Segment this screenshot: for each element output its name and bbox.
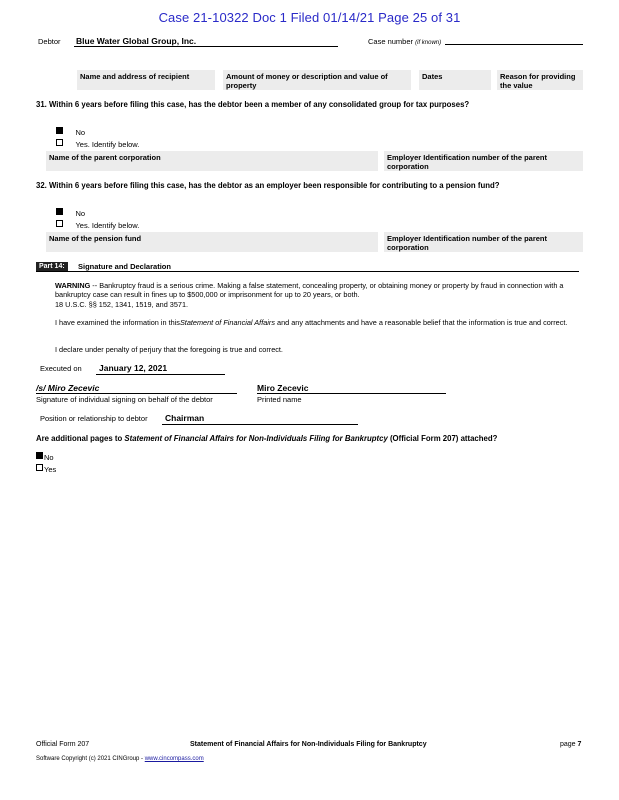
q32-option-no[interactable]: No [56,203,85,221]
printed-name-caption: Printed name [257,395,302,404]
q31-col-parent-corp: Name of the parent corporation [46,151,378,171]
question-32: 32. Within 6 years before filing this case, has the debtor as an employer been responsible for contributing to a pension fund? [36,181,500,190]
printed-name-field: Miro Zecevic [257,383,446,394]
footer-copyright: Software Copyright (c) 2021 CINGroup - www.cincompass.com [36,756,204,762]
warning-paragraph: WARNING -- Bankruptcy fraud is a serious crime. Making a false statement, concealing property, or obtaining money or property by fraud in connection with a bankruptcy case can result in fines up to $500,000 or imprisonment for up to 20 years, or both. 18 U.S.C. §§ 152, 1341, 1519, and 3571. [55,281,564,309]
q32-option-yes[interactable]: Yes. Identify below. [56,215,139,233]
checkbox[interactable] [56,220,63,227]
table-header-dates: Dates [419,70,491,90]
q31-option-yes[interactable]: Yes. Identify below. [56,134,139,152]
copyright-link[interactable]: www.cincompass.com [144,756,204,762]
part-tag: Part 14: [36,262,68,271]
case-number-field [445,44,583,45]
checkbox[interactable] [36,464,43,471]
checkbox[interactable] [56,139,63,146]
debtor-label: Debtor [38,37,61,46]
table-header-recipient: Name and address of recipient [77,70,215,90]
q31-col-ein: Employer Identification number of the parent corporation [384,151,583,171]
additional-option-yes[interactable]: Yes [36,459,56,477]
part-14-header [36,262,579,272]
debtor-name: Blue Water Global Group, Inc. [74,36,338,47]
signature-field: /s/ Miro Zecevic [36,383,237,394]
position-label: Position or relationship to debtor [40,414,148,423]
case-header: Case 21-10322 Doc 1 Filed 01/14/21 Page 25 of 31 [158,10,461,25]
footer-title: Statement of Financial Affairs for Non-Individuals Filing for Bankruptcy [190,741,427,748]
position-value: Chairman [162,413,358,425]
part-title: Signature and Declaration [78,262,171,271]
q31-option-no[interactable]: No [56,122,85,140]
footer-page: page 7 [560,741,582,748]
question-31: 31. Within 6 years before filing this case, has the debtor been a member of any consolidated group for tax purposes? [36,100,470,109]
footer-form: Official Form 207 [36,741,90,748]
table-header-reason: Reason for providing the value [497,70,583,90]
examined-statement: I have examined the information in thisStatement of Financial Affairs and any attachments and have a reasonable belief that the information is true and correct. [55,318,568,327]
executed-date: January 12, 2021 [96,363,225,375]
case-number-label: Case number (if known) [368,37,442,46]
perjury-declaration: I declare under penalty of perjury that the foregoing is true and correct. [55,345,283,354]
additional-option-no[interactable]: No [36,447,54,465]
table-header-amount: Amount of money or description and value of property [223,70,411,90]
additional-pages-question: Are additional pages to Statement of Financial Affairs for Non-Individuals Filing for Bankruptcy (Official Form 207) attached? [36,434,498,443]
q32-col-ein: Employer Identification number of the parent corporation [384,232,583,252]
signature-caption: Signature of individual signing on behalf of the debtor [36,395,213,404]
executed-label: Executed on [40,364,82,373]
q32-col-pension-fund: Name of the pension fund [46,232,378,252]
